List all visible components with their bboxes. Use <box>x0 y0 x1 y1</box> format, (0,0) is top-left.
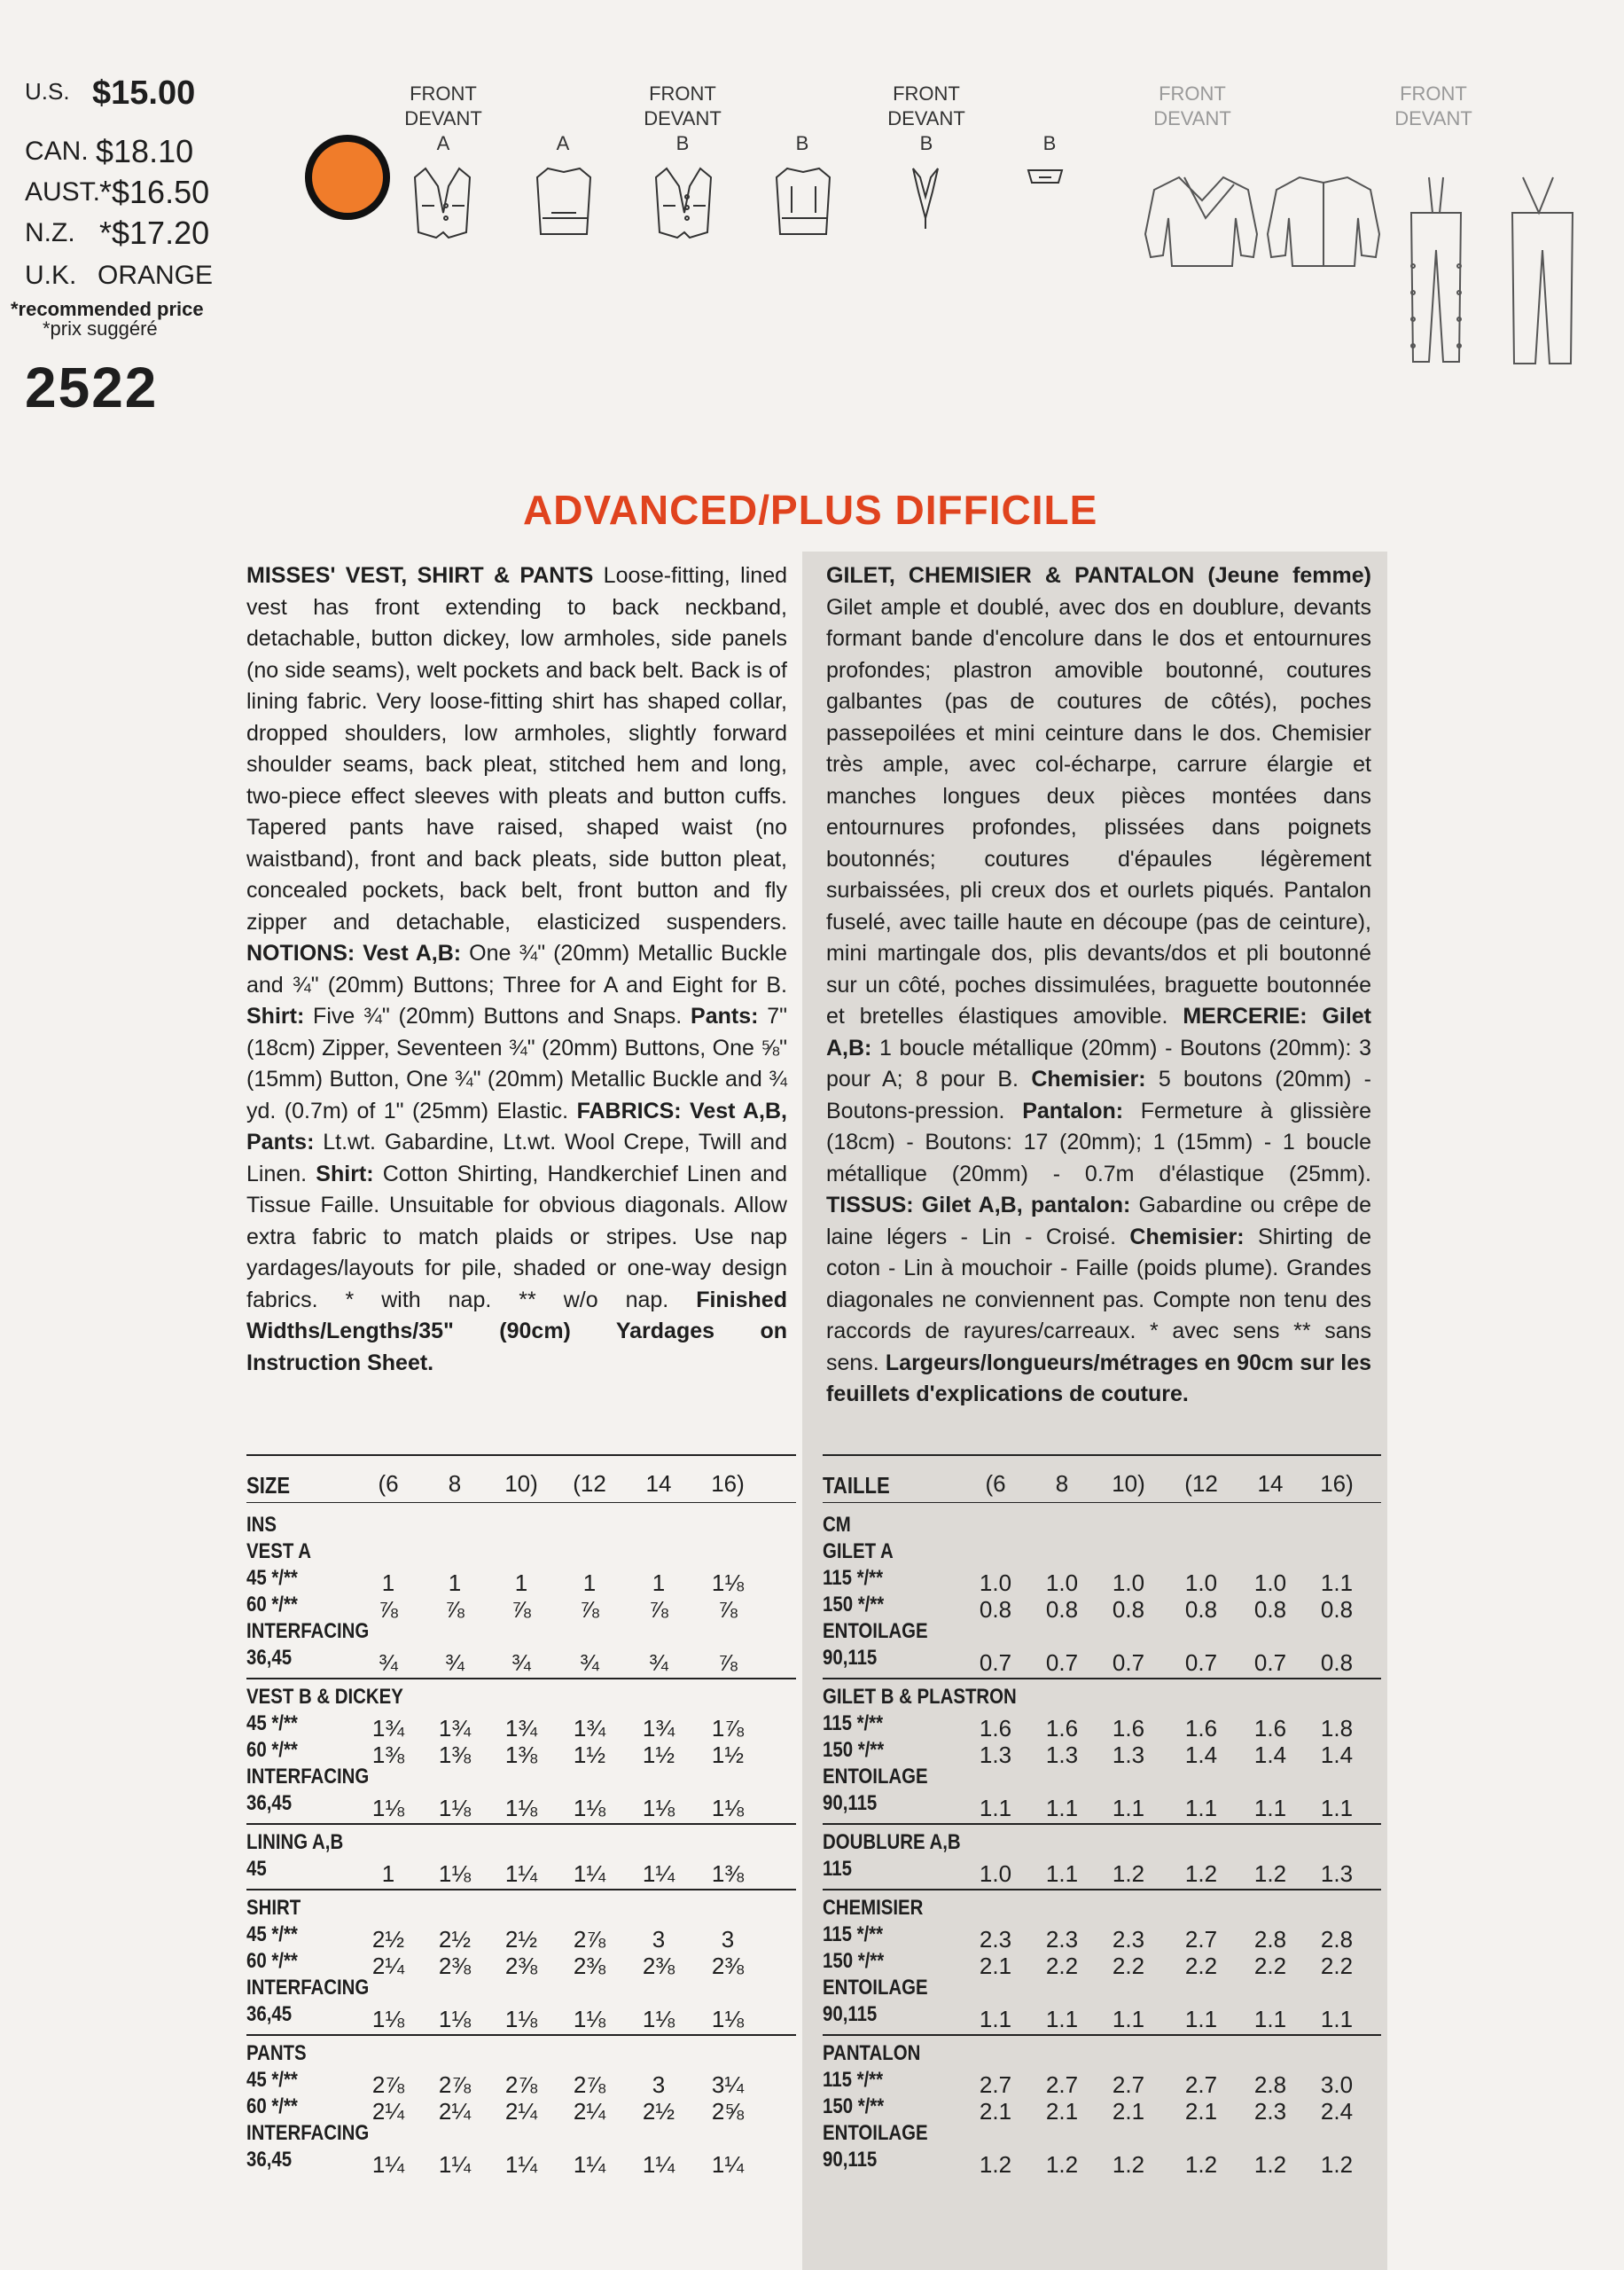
row-label: ENTOILAGE <box>823 2121 928 2145</box>
size-header: SIZE <box>246 1472 291 1499</box>
unit-label: INS <box>246 1513 277 1537</box>
row-label: SHIRT <box>246 1896 301 1920</box>
table-cell: 2.8 <box>1253 1926 1287 1953</box>
table-cell: 1.4 <box>1320 1742 1354 1768</box>
table-cell: 1.2 <box>1320 2151 1354 2178</box>
table-cell: 1½ <box>573 1742 606 1768</box>
table-cell: 1¼ <box>573 2151 606 2178</box>
section-rule <box>823 2034 1381 2036</box>
table-cell: 2⅜ <box>642 1953 675 1979</box>
table-cell: 1¼ <box>504 1860 538 1887</box>
table-cell: 1 <box>514 1569 528 1596</box>
table-cell: 1.2 <box>1184 2151 1218 2178</box>
table-cell: 1.2 <box>1184 1860 1218 1887</box>
pants-front-icon <box>1411 177 1461 362</box>
table-cell: 1⅛ <box>371 1795 405 1821</box>
row-label: PANTALON <box>823 2041 921 2065</box>
price-nz: N.Z. *$17.20 <box>25 215 210 251</box>
table-cell: 0.7 <box>1184 1649 1218 1676</box>
table-cell: 2½ <box>642 2098 675 2125</box>
row-label: 90,115 <box>823 1646 878 1670</box>
size-col-header: (6 <box>378 1470 399 1497</box>
table-cell: 1½ <box>642 1742 675 1768</box>
table-top-rule <box>823 1454 1381 1456</box>
table-cell: 1.6 <box>979 1715 1012 1742</box>
table-cell: 1⅛ <box>438 1860 472 1887</box>
table-cell: 2⅞ <box>371 2071 405 2098</box>
table-cell: 1.1 <box>1112 1795 1145 1821</box>
price-can: CAN. $18.10 <box>25 133 194 169</box>
price-note-en: *recommended price <box>11 298 204 320</box>
shirt-front-icon <box>1145 177 1257 266</box>
table-cell: 1¾ <box>438 1715 472 1742</box>
row-label: INTERFACING <box>246 1619 370 1643</box>
table-cell: 2.2 <box>1253 1953 1287 1979</box>
view-label-shirt-front: FRONT DEVANT <box>1153 82 1231 129</box>
table-cell: 2.2 <box>1045 1953 1079 1979</box>
table-cell: 3.0 <box>1320 2071 1354 2098</box>
table-cell: 1.1 <box>1253 2006 1287 2032</box>
table-cell: 2.1 <box>979 1953 1012 1979</box>
section-rule <box>246 2034 796 2036</box>
row-label: 150 */** <box>823 1738 885 1762</box>
table-cell: 1⅛ <box>504 2006 538 2032</box>
row-label: GILET A <box>823 1539 894 1563</box>
table-cell: 1¾ <box>504 1715 538 1742</box>
price-us: U.S. $15.00 <box>25 74 196 112</box>
section-rule <box>246 1678 796 1679</box>
vest-a-back-icon <box>537 168 590 234</box>
row-label: 150 */** <box>823 1949 885 1973</box>
table-cell: 1.4 <box>1184 1742 1218 1768</box>
yardage-table-en <box>246 1454 796 2252</box>
view-label-dickey-back: B <box>1042 132 1057 154</box>
table-cell: 0.8 <box>1253 1596 1287 1623</box>
description-fr-body: Gilet ample et doublé, avec dos en doublure, devants formant bande d'encolure dans le dos et entournures profondes; plastron amovible boutonné, coutures galbantes (pas de coutures de côtés), poches passepoilées et mini ceinture dans le dos. Chemisier très ample, avec col-écharpe, carrure élargie et manches longues deux pièces montées dans entournures profondes, plissées dans poignets boutonnés; coutures d'épaules légèrement surbaissées, pli creux dos et ourlets piqués. Pantalon fuselé, avec taille haute en découpe (pas de ceinture), mini martingale dos, plis devants/dos et pli boutonné sur un côté, poches dissimulées, braguette boutonnée et bretelles élastiques amovible. <box>826 594 1371 1029</box>
table-cell: 3 <box>721 1926 735 1953</box>
row-label: ENTOILAGE <box>823 1765 928 1789</box>
vest-a-front-icon <box>415 168 470 238</box>
table-cell: ¾ <box>580 1649 599 1676</box>
table-cell: 1.2 <box>1045 2151 1079 2178</box>
table-cell: 1 <box>652 1569 666 1596</box>
row-label: VEST B & DICKEY <box>246 1685 403 1709</box>
table-cell: 1 <box>381 1860 395 1887</box>
table-cell: 2.7 <box>1184 1926 1218 1953</box>
row-label: 45 */** <box>246 1922 298 1946</box>
row-label: DOUBLURE A,B <box>823 1830 961 1854</box>
row-label: 150 */** <box>823 2094 885 2118</box>
table-cell: 3¼ <box>711 2071 745 2098</box>
table-cell: 1.2 <box>1253 2151 1287 2178</box>
table-cell: 2⅞ <box>438 2071 472 2098</box>
dickey-front-icon <box>913 168 938 229</box>
table-cell: 1.1 <box>1112 2006 1145 2032</box>
table-cell: 2½ <box>371 1926 405 1953</box>
table-cell: 1 <box>448 1569 462 1596</box>
table-cell: 1¾ <box>642 1715 675 1742</box>
description-en: MISSES' VEST, SHIRT & PANTS Loose-fitting, lined vest has front extending to back neckband, detachable, button dickey, low armholes, side panels (no side seams), welt pockets and back belt. Back is of lining fabric. Very loose-fitting shirt has shaped collar, dropped shoulders, low armholes, slightly forward shoulder seams, back pleat, stitched hem and long, two-piece effect sleeves with pleats and button cuffs. Tapered pants have raised, shaped waist (no waistband), front and back pleats, side button pleat, concealed pockets, back belt, front button and fly zipper and detachable, elasticized suspenders. NOTIONS: Vest A,B: One ¾" (20mm) Metallic Buckle and ¾" (20mm) Buttons; Three for A and Eight for B. Shirt: Five ¾" (20mm) Buttons and Snaps. Pants: 7" (18cm) Zipper, Seventeen ¾" (20mm) Buttons, One ⅝" (15mm) Button, One ¾" (20mm) Metallic Buckle and ¾ yd. (0.7m) of 1" (25mm) Elastic. FABRICS: Vest A,B, Pants: Lt.wt. Gabardine, Lt.wt. Wool Crepe, Twill and Linen. Shirt: Cotton Shirting, Handkerchief Linen and Tissue Faille. Unsuitable for obvious diagonals. Allow extra fabric to match plaids or stripes. Use nap yardages/layouts for pile, shaded or one-way design fabrics. * with nap. ** w/o nap. Finished Widths/Lengths/35" (90cm) Yardages on Instruction Sheet. <box>246 563 788 1375</box>
table-cell: 0.7 <box>1112 1649 1145 1676</box>
row-label: 115 */** <box>823 1566 884 1590</box>
row-label: 45 */** <box>246 1566 298 1590</box>
table-cell: 1⅛ <box>438 2006 472 2032</box>
view-label-vest-b-front: FRONT DEVANT B <box>644 82 722 154</box>
row-label: INTERFACING <box>246 1976 370 2000</box>
row-label: 36,45 <box>246 2148 293 2172</box>
table-cell: 1¾ <box>371 1715 405 1742</box>
table-cell: 2.1 <box>1045 2098 1079 2125</box>
yardage-table-fr <box>823 1454 1381 2252</box>
table-cell: 1¼ <box>438 2151 472 2178</box>
row-label: 90,115 <box>823 2148 878 2172</box>
table-cell: 1.1 <box>979 1795 1012 1821</box>
table-cell: 0.8 <box>1184 1596 1218 1623</box>
table-cell: 1¼ <box>504 2151 538 2178</box>
table-cell: 1.3 <box>979 1742 1012 1768</box>
table-cell: 0.8 <box>979 1596 1012 1623</box>
view-label-vest-a-front: FRONT DEVANT A <box>404 82 482 154</box>
row-label: 115 */** <box>823 1711 884 1735</box>
table-cell: 1.1 <box>1184 2006 1218 2032</box>
section-rule <box>823 1678 1381 1679</box>
table-cell: 0.8 <box>1045 1596 1079 1623</box>
garment-line-drawings <box>0 0 1624 390</box>
table-cell: 1¼ <box>573 1860 606 1887</box>
table-cell: 1⅛ <box>642 1795 675 1821</box>
table-cell: ⅞ <box>718 1649 738 1676</box>
table-cell: 2.2 <box>1320 1953 1354 1979</box>
table-cell: 1.8 <box>1320 1715 1354 1742</box>
size-header: TAILLE <box>823 1472 890 1499</box>
table-cell: 2⅜ <box>504 1953 538 1979</box>
table-cell: 1⅜ <box>371 1742 405 1768</box>
table-cell: 1.1 <box>1184 1795 1218 1821</box>
row-label: 36,45 <box>246 1646 293 1670</box>
row-label: PANTS <box>246 2041 307 2065</box>
section-rule <box>246 1823 796 1825</box>
table-cell: 2.7 <box>1184 2071 1218 2098</box>
table-cell: 1.0 <box>1253 1569 1287 1596</box>
table-cell: 1⅛ <box>711 1795 745 1821</box>
price-uk: U.K. ORANGE <box>25 261 214 290</box>
row-label: 36,45 <box>246 1791 293 1815</box>
table-cell: 1.3 <box>1045 1742 1079 1768</box>
price-aust: AUST. *$16.50 <box>25 174 210 210</box>
table-cell: 1.1 <box>979 2006 1012 2032</box>
table-top-rule <box>246 1454 796 1456</box>
table-cell: ⅞ <box>445 1596 465 1623</box>
table-cell: 1⅜ <box>711 1860 745 1887</box>
table-cell: 2.2 <box>1112 1953 1145 1979</box>
table-cell: ¾ <box>445 1649 465 1676</box>
table-cell: 0.7 <box>979 1649 1012 1676</box>
table-cell: 3 <box>652 1926 666 1953</box>
header-rule <box>823 1502 1381 1503</box>
row-label: INTERFACING <box>246 1765 370 1789</box>
table-cell: 2⅜ <box>438 1953 472 1979</box>
table-cell: ⅞ <box>379 1596 398 1623</box>
row-label: 60 */** <box>246 1593 298 1616</box>
table-cell: 1.1 <box>1045 2006 1079 2032</box>
section-rule <box>823 1823 1381 1825</box>
table-cell: 1.6 <box>1184 1715 1218 1742</box>
row-label: 45 */** <box>246 1711 298 1735</box>
vest-b-front-icon <box>656 168 711 238</box>
table-cell: 2.3 <box>1112 1926 1145 1953</box>
row-label: 115 */** <box>823 2068 884 2092</box>
table-cell: 2.7 <box>1112 2071 1145 2098</box>
table-cell: 1.6 <box>1112 1715 1145 1742</box>
table-cell: 1⅛ <box>573 2006 606 2032</box>
size-col-header: 16) <box>1320 1470 1354 1497</box>
table-cell: 1⅛ <box>573 1795 606 1821</box>
table-cell: 1 <box>381 1569 395 1596</box>
table-cell: 2.1 <box>1184 2098 1218 2125</box>
row-label: LINING A,B <box>246 1830 344 1854</box>
table-cell: 1.0 <box>1045 1569 1079 1596</box>
size-col-header: 10) <box>504 1470 538 1497</box>
row-label: 60 */** <box>246 1738 298 1762</box>
section-rule <box>246 1889 796 1890</box>
row-label: 36,45 <box>246 2002 293 2026</box>
table-cell: 2¼ <box>573 2098 606 2125</box>
table-cell: 2⅝ <box>711 2098 745 2125</box>
table-cell: 1⅛ <box>504 1795 538 1821</box>
row-label: 115 <box>823 1857 852 1881</box>
table-cell: 1½ <box>711 1742 745 1768</box>
table-cell: 1.2 <box>1112 2151 1145 2178</box>
row-label: 90,115 <box>823 1791 878 1815</box>
table-cell: 1¼ <box>642 1860 675 1887</box>
view-label-dickey-front: FRONT DEVANT B <box>887 82 965 154</box>
description-en-heading: MISSES' VEST, SHIRT & PANTS <box>246 563 594 588</box>
table-cell: 2¼ <box>438 2098 472 2125</box>
row-label: 60 */** <box>246 1949 298 1973</box>
table-cell: 2.1 <box>1112 2098 1145 2125</box>
size-col-header: (12 <box>573 1470 606 1497</box>
table-cell: 0.8 <box>1320 1649 1354 1676</box>
table-cell: 1¼ <box>371 2151 405 2178</box>
table-cell: ⅞ <box>511 1596 531 1623</box>
size-col-header: (6 <box>985 1470 1006 1497</box>
table-cell: 1¾ <box>573 1715 606 1742</box>
row-label: 45 */** <box>246 2068 298 2092</box>
table-cell: 2½ <box>504 1926 538 1953</box>
description-en-body: Loose-fitting, lined vest has front extending to back neckband, detachable, button dickey, low armholes, side panels (no side seams), welt pockets and back belt. Back is of lining fabric. Very loose-fitting shirt has shaped collar, dropped shoulders, low armholes, slightly forward shoulder seams, back pleat, stitched hem and long, two-piece effect sleeves with pleats and button cuffs. Tapered pants have raised, shaped waist (no waistband), front and back pleats, side button pleat, concealed pockets, back belt, front button and fly zipper and detachable, elasticized suspenders. <box>246 563 787 935</box>
description-fr-heading: GILET, CHEMISIER & PANTALON (Jeune femme) <box>826 563 1371 588</box>
pattern-number: 2522 <box>25 356 159 419</box>
row-label: VEST A <box>246 1539 311 1563</box>
table-cell: 1⅞ <box>711 1715 745 1742</box>
table-cell: 1.0 <box>1112 1569 1145 1596</box>
row-label: ENTOILAGE <box>823 1619 928 1643</box>
table-cell: 1.4 <box>1253 1742 1287 1768</box>
unit-label: CM <box>823 1513 851 1537</box>
size-col-header: 8 <box>448 1470 462 1497</box>
description-fr: GILET, CHEMISIER & PANTALON (Jeune femme) Gilet ample et doublé, avec dos en doublure, devants formant bande d'encolure dans le dos et entournures profondes; plastron amovible boutonné, coutures galbantes (pas de coutures de côtés), poches passepoilées et mini ceinture dans le dos. Chemisier très ample, avec col-écharpe, carrure élargie et manches longues deux pièces montées dans entournures profondes, plissées dans poignets boutonnés; coutures d'épaules légèrement surbaissées, pli creux dos et ourlets piqués. Pantalon fuselé, avec taille haute en découpe (pas de ceinture), mini martingale dos, plis devants/dos et pli boutonné sur un côté, poches dissimulées, braguette boutonnée et bretelles élastiques amovible. MERCERIE: Gilet A,B: 1 boucle métallique (20mm) - Boutons (20mm): 3 pour A; 8 pour B. Chemisier: 5 boutons (20mm) - Boutons-pression. Pantalon: Fermeture à glissière (18cm) - Boutons: 17 (20mm); 1 (15mm) - 1 boucle métallique (20mm) - 0.7m d'élastique (25mm). TISSUS: Gilet A,B, pantalon: Gabardine ou crêpe de laine légers - Lin - Croisé. Chemisier: Shirting de coton - Lin à mouchoir - Faille (poids plume). Grandes diagonales ne conviennent pas. Compte non tenu des raccords de rayures/carreaux. * avec sens ** sans sens. Largeurs/longueurs/métrages en 90cm sur les feuillets d'explications de couture. <box>826 563 1372 1406</box>
table-cell: 1⅛ <box>711 2006 745 2032</box>
table-cell: 0.8 <box>1320 1596 1354 1623</box>
table-cell: 1.1 <box>1320 1795 1354 1821</box>
table-cell: 1.3 <box>1112 1742 1145 1768</box>
size-col-header: 16) <box>711 1470 745 1497</box>
size-col-header: 8 <box>1055 1470 1069 1497</box>
table-cell: 2.7 <box>1045 2071 1079 2098</box>
table-cell: ¾ <box>511 1649 531 1676</box>
table-cell: 1¼ <box>711 2151 745 2178</box>
table-cell: 2.8 <box>1253 2071 1287 2098</box>
table-cell: 2⅜ <box>711 1953 745 1979</box>
table-cell: 2½ <box>438 1926 472 1953</box>
table-cell: 1⅛ <box>371 2006 405 2032</box>
table-cell: ¾ <box>649 1649 668 1676</box>
row-label: INTERFACING <box>246 2121 370 2145</box>
vest-b-back-icon <box>777 168 830 234</box>
size-col-header: 14 <box>645 1470 672 1497</box>
table-cell: ⅞ <box>580 1596 599 1623</box>
table-cell: 1.3 <box>1320 1860 1354 1887</box>
table-cell: 1.6 <box>1045 1715 1079 1742</box>
table-cell: 0.7 <box>1045 1649 1079 1676</box>
table-cell: 1.0 <box>1184 1569 1218 1596</box>
table-cell: 1⅛ <box>711 1569 745 1596</box>
table-cell: ⅞ <box>649 1596 668 1623</box>
row-label: ENTOILAGE <box>823 1976 928 2000</box>
row-label: 60 */** <box>246 2094 298 2118</box>
table-cell: 2.8 <box>1320 1926 1354 1953</box>
table-cell: 0.8 <box>1112 1596 1145 1623</box>
view-label-pants-front: FRONT DEVANT <box>1394 82 1472 129</box>
view-label-vest-b-back: B <box>795 132 809 154</box>
table-cell: 2.3 <box>1253 2098 1287 2125</box>
table-cell: 1.1 <box>1320 2006 1354 2032</box>
table-cell: 1⅛ <box>642 2006 675 2032</box>
table-cell: 1⅜ <box>438 1742 472 1768</box>
table-cell: 2.3 <box>979 1926 1012 1953</box>
section-rule <box>823 1889 1381 1890</box>
table-cell: ⅞ <box>718 1596 738 1623</box>
table-cell: 2¼ <box>504 2098 538 2125</box>
table-cell: 1.0 <box>979 1569 1012 1596</box>
size-col-header: 10) <box>1112 1470 1145 1497</box>
table-cell: 2.1 <box>979 2098 1012 2125</box>
row-label: 115 */** <box>823 1922 884 1946</box>
row-label: GILET B & PLASTRON <box>823 1685 1017 1709</box>
table-cell: 2.3 <box>1045 1926 1079 1953</box>
table-cell: 2¼ <box>371 2098 405 2125</box>
dickey-back-icon <box>1028 170 1062 183</box>
table-cell: ¾ <box>379 1649 398 1676</box>
table-cell: 2.4 <box>1320 2098 1354 2125</box>
table-cell: 1 <box>582 1569 597 1596</box>
table-cell: 2¼ <box>371 1953 405 1979</box>
view-label-vest-a-back: A <box>556 132 570 154</box>
table-cell: 1⅜ <box>504 1742 538 1768</box>
table-cell: 1.0 <box>979 1860 1012 1887</box>
table-cell: 2⅞ <box>573 2071 606 2098</box>
table-cell: 1.1 <box>1045 1860 1079 1887</box>
row-label: 150 */** <box>823 1593 885 1616</box>
table-cell: 1.1 <box>1045 1795 1079 1821</box>
size-col-header: 14 <box>1257 1470 1284 1497</box>
table-cell: 1.2 <box>979 2151 1012 2178</box>
table-cell: 1⅛ <box>438 1795 472 1821</box>
pants-back-icon <box>1512 177 1573 364</box>
row-label: 45 <box>246 1857 267 1881</box>
shirt-back-icon <box>1268 177 1379 266</box>
table-cell: 3 <box>652 2071 666 2098</box>
table-cell: 1.2 <box>1253 1860 1287 1887</box>
table-cell: 2.7 <box>979 2071 1012 2098</box>
table-cell: 1.1 <box>1320 1569 1354 1596</box>
row-label: 90,115 <box>823 2002 878 2026</box>
table-cell: 1¼ <box>642 2151 675 2178</box>
difficulty-title: ADVANCED/PLUS DIFFICILE <box>523 487 1098 533</box>
row-label: CHEMISIER <box>823 1896 924 1920</box>
table-cell: 1.1 <box>1253 1795 1287 1821</box>
price-note-fr: *prix suggéré <box>43 317 158 340</box>
size-col-header: (12 <box>1184 1470 1218 1497</box>
table-cell: 2⅞ <box>504 2071 538 2098</box>
table-cell: 2⅞ <box>573 1926 606 1953</box>
table-cell: 0.7 <box>1253 1649 1287 1676</box>
table-cell: 2⅜ <box>573 1953 606 1979</box>
table-cell: 1.6 <box>1253 1715 1287 1742</box>
table-cell: 1.2 <box>1112 1860 1145 1887</box>
table-cell: 2.2 <box>1184 1953 1218 1979</box>
header-rule <box>246 1502 796 1503</box>
